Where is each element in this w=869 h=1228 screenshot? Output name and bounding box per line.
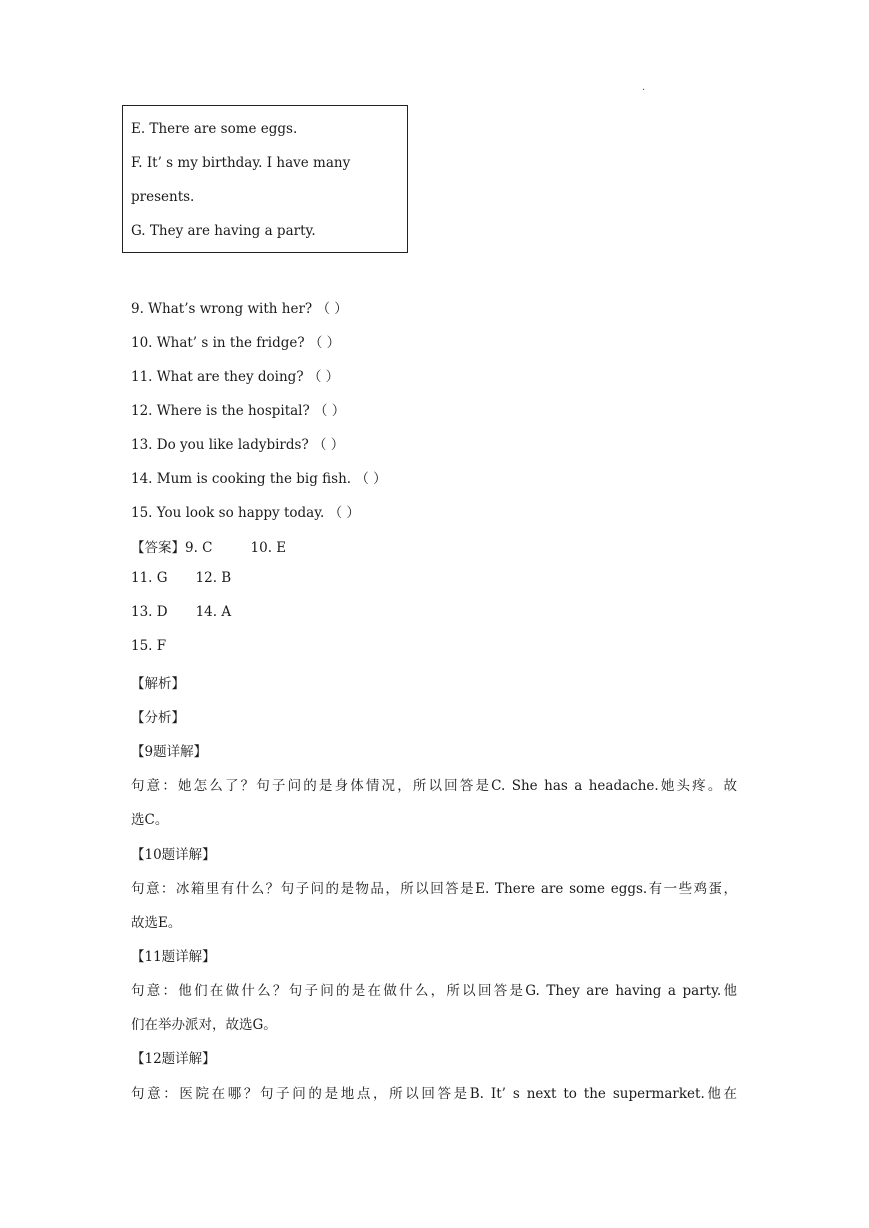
q10-detail-title: 【10题详解】: [131, 847, 216, 863]
answer-11: 11. G: [131, 570, 168, 586]
question-12: 12. Where is the hospital? （ ）: [131, 403, 346, 419]
answer-row-3: [131, 604, 231, 620]
q11-detail-title: 【11题详解】: [131, 949, 216, 965]
answer-9: 9. C: [185, 540, 213, 556]
q9-detail-line-1: 句意：她怎么了？句子问的是身体情况，所以回答是C. She has a headache.她头疼。故: [131, 778, 737, 794]
header-mark: .: [642, 82, 646, 93]
question-14: 14. Mum is cooking the big fish. （ ）: [131, 471, 387, 487]
question-15: 15. You look so happy today. （ ）: [131, 505, 360, 521]
q11-detail-line-2: 们在举办派对，故选G。: [131, 1017, 277, 1033]
q12-detail-title: 【12题详解】: [131, 1051, 216, 1067]
q9-detail-title: 【9题详解】: [131, 744, 208, 760]
jiexi-heading: 【解析】: [131, 676, 185, 692]
q10-detail-line-1: 句意：冰箱里有什么？句子问的是物品，所以回答是E. There are some eggs.有一些鸡蛋，: [131, 881, 737, 897]
option-e: E. There are some eggs.: [131, 121, 298, 137]
answer-14: 14. A: [195, 604, 232, 620]
q9-detail-line-2: 选C。: [131, 812, 169, 828]
q12-detail-line-1: 句意：医院在哪？句子问的是地点，所以回答是B. It’ s next to the supermarket.他在: [131, 1086, 737, 1102]
answer-13: 13. D: [131, 604, 168, 620]
answer-12: 12. B: [195, 570, 232, 586]
answer-15: 15. F: [131, 638, 167, 654]
option-g: G. They are having a party.: [131, 223, 316, 239]
q11-detail-line-1: 句意：他们在做什么？句子问的是在做什么，所以回答是G. They are having a party.他: [131, 983, 737, 999]
options-box: [122, 105, 408, 253]
answer-row-2: [131, 570, 231, 586]
answer-row-1: [131, 536, 286, 556]
fenxi-heading: 【分析】: [131, 710, 185, 726]
q10-detail-line-2: 故选E。: [131, 915, 182, 931]
answer-10: 10. E: [250, 540, 287, 556]
option-f-continued: presents.: [131, 189, 195, 205]
question-9: 9. What’s wrong with her? （ ）: [131, 301, 348, 317]
question-13: 13. Do you like ladybirds? （ ）: [131, 437, 345, 453]
answer-row-4: [131, 638, 166, 654]
question-11: 11. What are they doing? （ ）: [131, 369, 340, 385]
question-10: 10. What’ s in the fridge? （ ）: [131, 335, 341, 351]
option-f: F. It’ s my birthday. I have many: [131, 155, 351, 171]
answer-label: 【答案】: [131, 540, 185, 556]
